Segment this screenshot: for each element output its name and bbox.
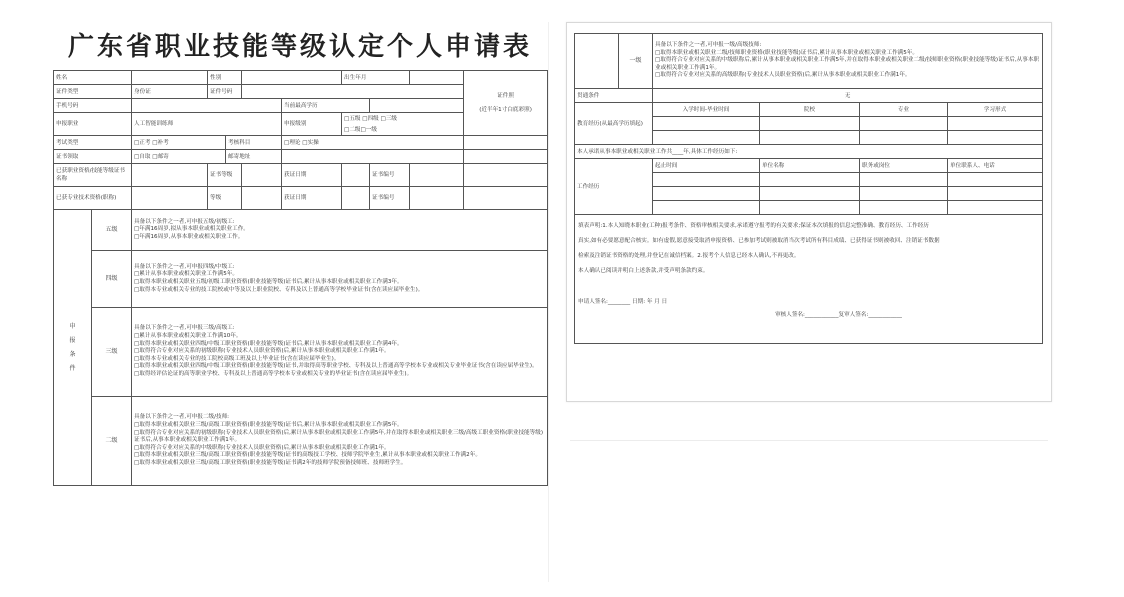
condition-line: □取得符合专业对应关系的初级职称(专业技术人员职业资格)后,累计从事本职业或相关职业工作满1年。 [134, 348, 390, 355]
pass-cond-label: 贯通条件 [575, 89, 653, 103]
exam-type-label: 考试类型 [54, 136, 132, 150]
declaration-line: 真实,如有必要愿意配合核实。如有虚假,愿意接受取消申报资格、已参加考试则被取消当次考试所有科目成绩、已获得证书则被收回、注销证书数据 [578, 238, 940, 244]
level-2-conditions [132, 397, 548, 486]
cert-get-value[interactable]: □自取 □邮寄 [132, 150, 226, 164]
condition-line: □取得经评估论证的高等职业学校、专科及以上普通高等学校本专业或相关专业的毕业证书(含在读应届毕业生)。 [134, 370, 413, 377]
page-title: 广东省职业技能等级认定个人申请表 [67, 32, 532, 62]
photo-label: 证件照 [497, 93, 514, 99]
edu-header-school: 院校 [760, 103, 860, 117]
level-5-name: 五级 [92, 210, 132, 251]
level-5-conditions [132, 210, 548, 251]
edu-cell[interactable] [653, 117, 760, 131]
level-2-name: 二级 [92, 397, 132, 486]
form-page-1 [52, 22, 548, 582]
condition-line: □年满16周岁,拟从事本职业或相关职业工作。 [134, 226, 249, 233]
declaration-block [575, 215, 1043, 344]
name-label: 姓名 [54, 71, 132, 85]
edu-label: 当前最高学历 [282, 99, 370, 113]
work-statement: 本人承诺从事本职业或相关职业工作共____年,具体工作经历如下: [575, 145, 1043, 159]
occupation-value: 人工智能训练师 [132, 113, 282, 136]
level-3-name: 三级 [92, 308, 132, 397]
level-1-name: 一级 [619, 34, 653, 89]
condition-line: 具备以下条件之一者,可申报五级/初级工: [134, 218, 235, 225]
id-no-label: 证件号码 [208, 85, 242, 99]
birth-value[interactable] [410, 71, 464, 85]
photo-note: (近半年1寸白底彩照) [479, 107, 532, 113]
declaration-line: 填表声明:1.本人知晓本职业(工种)报考条件、资格审核相关要求,承诺遵守报考的有关要求;保证本次填报的信息完整准确、教育经历、工作经历 [578, 223, 929, 229]
work-header-unit: 单位名称 [760, 159, 860, 173]
condition-line: □取得本职业或相关职业二级/技师职业资格(职业技能等级)证书后,累计从事本职业或相关职业工作满5年。 [655, 49, 918, 56]
pass-cond-value: 无 [653, 89, 1043, 103]
work-cell[interactable] [760, 187, 860, 201]
page-divider [548, 22, 549, 582]
edu-value[interactable] [370, 99, 464, 113]
id-type-label: 证件类型 [54, 85, 132, 99]
condition-line: □累计从事本职业或相关职业工作满5年。 [134, 271, 238, 278]
title-no-value[interactable] [410, 187, 464, 210]
phone-label: 手机号码 [54, 99, 132, 113]
condition-line: □取得本职业或相关职业五级/初级工职业资格(职业技能等级)证书后,累计从事本职业或相关职业工作满3年。 [134, 279, 403, 285]
work-cell[interactable] [653, 187, 760, 201]
obtained-date-label: 获证日期 [282, 164, 342, 187]
condition-line: □取得本职业或相关职业三级/高级工职业资格(职业技能等级)证书的高级技工学校、技师学院毕业生,累计从事本职业或相关职业工作满2年。 [134, 452, 481, 459]
birth-label: 出生年月 [342, 71, 410, 85]
condition-line: □取得本职业或相关职业四级/中级工职业资格(职业技能等级)证书,并取得高等职业学校、专科及以上普通高等学校本专业或相关专业毕业证书(含在读应届毕业生)。 [134, 363, 538, 370]
work-cell[interactable] [760, 173, 860, 187]
edu-cell[interactable] [653, 131, 760, 145]
work-label: 工作经历 [575, 159, 653, 215]
level-label: 申报级别 [282, 113, 342, 136]
level-4-name: 四级 [92, 251, 132, 308]
name-value[interactable] [132, 71, 208, 85]
edu-cell[interactable] [760, 131, 860, 145]
condition-line: □取得符合专业对应关系的中级职称后,累计从事本职业或相关职业工作满5年,并在取得本职业或相关职业二级/技师职业资格(职业技能等级)证书后,从事本职业或相关职业工作满1年。 [655, 57, 1040, 71]
address-label: 邮寄地址 [226, 150, 282, 164]
condition-line: □取得本职业或相关职业三级/高级工职业资格(职业技能等级)证书满2年的技师学院预备技师班、技师班学生。 [134, 459, 407, 466]
reviewer-signature[interactable]: 审核人签名:____________复审人签名:____________ [775, 312, 902, 318]
subject-label: 考核科目 [226, 136, 282, 150]
gender-value[interactable] [242, 71, 342, 85]
work-cell[interactable] [653, 201, 760, 215]
condition-line: 具备以下条件之一者,可申报一级/高级技师: [655, 42, 762, 49]
level-options-row1: □五级 □四级 □三级 [344, 115, 398, 122]
photo-box[interactable] [464, 71, 548, 136]
work-cell[interactable] [860, 173, 948, 187]
work-cell[interactable] [760, 201, 860, 215]
edu-header-time: 入学时间-毕业时间 [653, 103, 760, 117]
work-header-post: 职务或岗位 [860, 159, 948, 173]
address-value[interactable] [282, 150, 464, 164]
condition-line: □取得本专业或相关专业的技工院校或中等及以上职业院校、专科及以上普通高等学校毕业证书(含在读应届毕业生)。 [134, 286, 424, 293]
title-no-label: 证书编号 [370, 187, 410, 210]
condition-line: □取得本职业或相关职业三级/高级工职业资格(职业技能等级)证书后,累计从事本职业或相关职业工作满5年。 [134, 422, 403, 429]
condition-line: □取得符合专业对应关系的初级职称(专业技术人员职业资格)后,累计从事本职业或相关职业工作满5年,并在取得本职业或相关职业三级/高级工职业资格(职业技能等级)证书后,从事本职业或相关职业工作满1年。 [134, 429, 544, 444]
condition-line: □取得本职业或相关职业四级/中级工职业资格(职业技能等级)证书后,累计从事本职业或相关职业工作满4年。 [134, 340, 403, 347]
form-page-2 [566, 22, 1052, 402]
subject-value[interactable]: □理论 □实操 [282, 136, 464, 150]
title-date-label: 获证日期 [282, 187, 342, 210]
edu-header-major: 专业 [860, 103, 948, 117]
separator-line [570, 440, 1048, 441]
work-cell[interactable] [948, 187, 1043, 201]
level-1-conditions [653, 34, 1043, 89]
apply-cond-label [54, 210, 92, 486]
obtained-date-value[interactable] [342, 164, 370, 187]
work-header-time: 起止时间 [653, 159, 760, 173]
condition-line: □年满16周岁,从事本职业或相关职业工作。 [134, 233, 244, 240]
apply-cond-text: 申报条件 [69, 322, 76, 372]
level-3-conditions [132, 308, 548, 397]
edu-header-form: 学习形式 [948, 103, 1043, 117]
cert-no-label: 证书编号 [370, 164, 410, 187]
applicant-signature[interactable]: 申请人签名:________ 日期: 年 月 日 [578, 299, 668, 305]
obtained-cert-value[interactable] [132, 164, 208, 187]
level-4-conditions [132, 251, 548, 308]
title-cert-label: 已获专业技术资格(职称) [54, 187, 132, 210]
edu-cell[interactable] [760, 117, 860, 131]
title-date-value[interactable] [342, 187, 370, 210]
edu-history-label: 教育经历(从最高学历填起) [575, 103, 653, 145]
phone-value[interactable] [132, 99, 282, 113]
id-type-value: 身份证 [132, 85, 208, 99]
work-cell[interactable] [653, 173, 760, 187]
declaration-line: 检索及注销证书资格的处理,并登记在诚信档案。2.报考个人信息已经本人确认,不再更改。 [578, 253, 800, 259]
application-form-table [53, 70, 548, 486]
level-options-row2: □二级□一级 [344, 126, 377, 133]
work-cell[interactable] [860, 187, 948, 201]
condition-line: □取得符合专业对应关系的高级职称(专业技术人员职业资格)后,累计从事本职业或相关职业工作满1年。 [655, 72, 911, 79]
cert-get-label: 证书领取 [54, 150, 132, 164]
id-no-value[interactable] [242, 85, 464, 99]
title-grade-value[interactable] [242, 187, 282, 210]
condition-line: □取得本专业或相关专业的技工院校高级工班及以上毕业证书(含在读应届毕业生)。 [134, 355, 340, 362]
condition-line: 具备以下条件之一者,可申报三级/高级工: [134, 325, 235, 332]
exam-type-value[interactable]: □正考 □补考 [132, 136, 226, 150]
condition-line: 具备以下条件之一者,可申报四级/中级工: [134, 263, 235, 270]
condition-line: □取得符合专业对应关系的中级职称(专业技术人员职业资格)后,累计从事本职业或相关职业工作满1年。 [134, 444, 390, 451]
title-grade-label: 等级 [208, 187, 242, 210]
edu-cell[interactable] [860, 131, 948, 145]
condition-line: □累计从事本职业或相关职业工作满10年。 [134, 333, 242, 340]
condition-line: 具备以下条件之一者,可申报二级/技师: [134, 414, 230, 421]
application-form-table-continued [574, 33, 1043, 344]
edu-cell[interactable] [860, 117, 948, 131]
edu-cell[interactable] [948, 117, 1043, 131]
gender-label: 性别 [208, 71, 242, 85]
work-cell[interactable] [948, 201, 1043, 215]
obtained-cert-label: 已获职业资格/技能等级证书名称 [54, 164, 132, 187]
title-cert-value[interactable] [132, 187, 208, 210]
work-cell[interactable] [948, 173, 1043, 187]
occupation-label: 申报职业 [54, 113, 132, 136]
grade-value[interactable] [242, 164, 282, 187]
declaration-line: 本人确认已阅读并明白上述条款,并受声明条款约束。 [578, 268, 709, 274]
level-options[interactable] [342, 113, 464, 136]
cert-no-value[interactable] [410, 164, 464, 187]
work-header-contact: 单位联系人、电话 [948, 159, 1043, 173]
edu-cell[interactable] [948, 131, 1043, 145]
grade-label: 证书等级 [208, 164, 242, 187]
work-cell[interactable] [860, 201, 948, 215]
